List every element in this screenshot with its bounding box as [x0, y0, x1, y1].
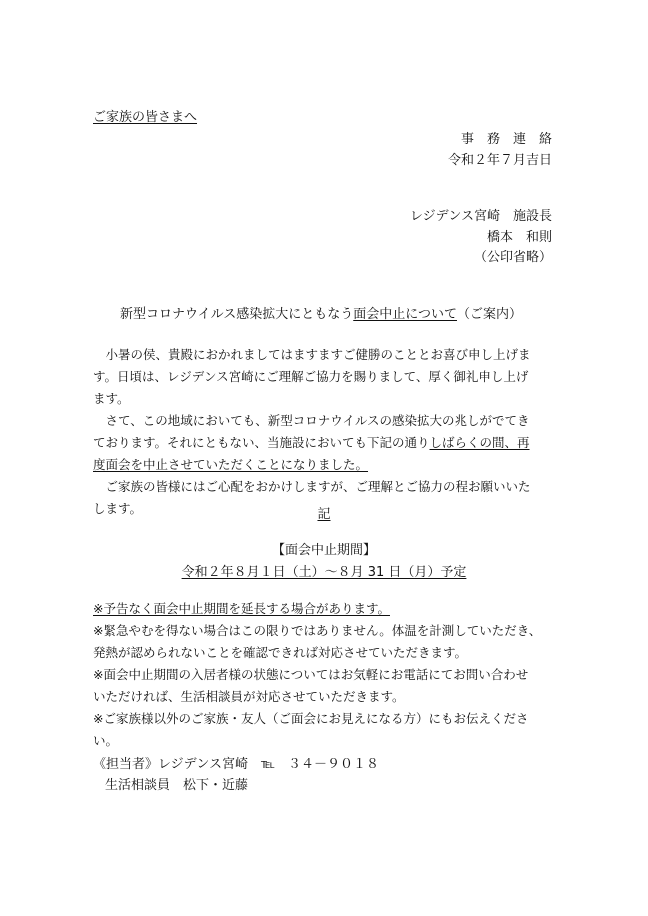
- note-1: ※予告なく面会中止期間を延長する場合があります。: [93, 601, 390, 616]
- subject-underlined: 面会中止について: [353, 307, 457, 322]
- contact-person: 《担当者》レジデンス宮崎 ℡ ３４－９０１８: [93, 757, 379, 772]
- note-2-line: 発熱が認められないことを確認できれば対応させていただきます。: [93, 645, 468, 660]
- note-2-line: ※緊急やむを得ない場合はこの限りではありません。体温を計測していただき、: [93, 623, 542, 638]
- period-dates: 令和２年８月１日（土）～８月 31 日（月）予定: [181, 565, 467, 580]
- subject-line: [120, 305, 522, 324]
- addressee: ご家族の皆さまへ: [93, 110, 198, 125]
- sender-name: 橋本 和則: [486, 230, 552, 245]
- body-text: ております。それにともない、当施設においても下記の通り: [93, 435, 430, 450]
- body-line: す。日頃は、レジデンス宮崎にご理解ご協力を賜りまして、厚く御礼申し上げ: [93, 369, 529, 384]
- document-type: 事 務 連 絡: [460, 132, 552, 147]
- note-4-line: い。: [93, 733, 119, 748]
- body-line: さて、この地域においても、新型コロナウイルスの感染拡大の兆しがでてき: [93, 413, 530, 428]
- contact-staff: 生活相談員 松下・近藤: [105, 778, 249, 793]
- note-4-line: ※ご家族様以外のご家族・友人（ご面会にお見えになる方）にもお伝えくださ: [93, 711, 529, 726]
- body-line-mixed: [93, 432, 559, 454]
- sender-organization: レジデンス宮崎 施設長: [409, 209, 552, 224]
- body-underlined-text: 度面会を中止させていただくことになりました。: [93, 457, 369, 472]
- notes: [93, 598, 559, 752]
- subject-prefix: 新型コロナウイルス感染拡大にともなう: [120, 307, 354, 322]
- ki-marker: 記: [317, 507, 331, 522]
- subject-suffix: （ご案内）: [456, 307, 522, 322]
- seal-note: （公印省略）: [473, 250, 552, 265]
- body-line: ます。: [93, 391, 130, 406]
- body-paragraph-1: [93, 344, 559, 410]
- body-underlined-text: しばらくの間、再: [429, 435, 530, 450]
- note-3-line: いただければ、生活相談員が対応させていただきます。: [93, 689, 405, 704]
- document-date: 令和２年７月吉日: [447, 153, 552, 168]
- body-line: ご家族の皆様にはご心配をおかけしますが、ご理解とご協力の程お願いいた: [93, 479, 531, 494]
- body-line: します。: [93, 501, 143, 516]
- period-heading: 【面会中止期間】: [271, 543, 376, 558]
- note-3-line: ※面会中止期間の入居者様の状態についてはお気軽にお電話にてお問い合わせ: [93, 667, 529, 682]
- body-paragraph-2: [93, 410, 559, 476]
- body-line: 小暑の侯、貴殿におかれましてはますますご健勝のこととお喜び申し上げま: [93, 347, 531, 362]
